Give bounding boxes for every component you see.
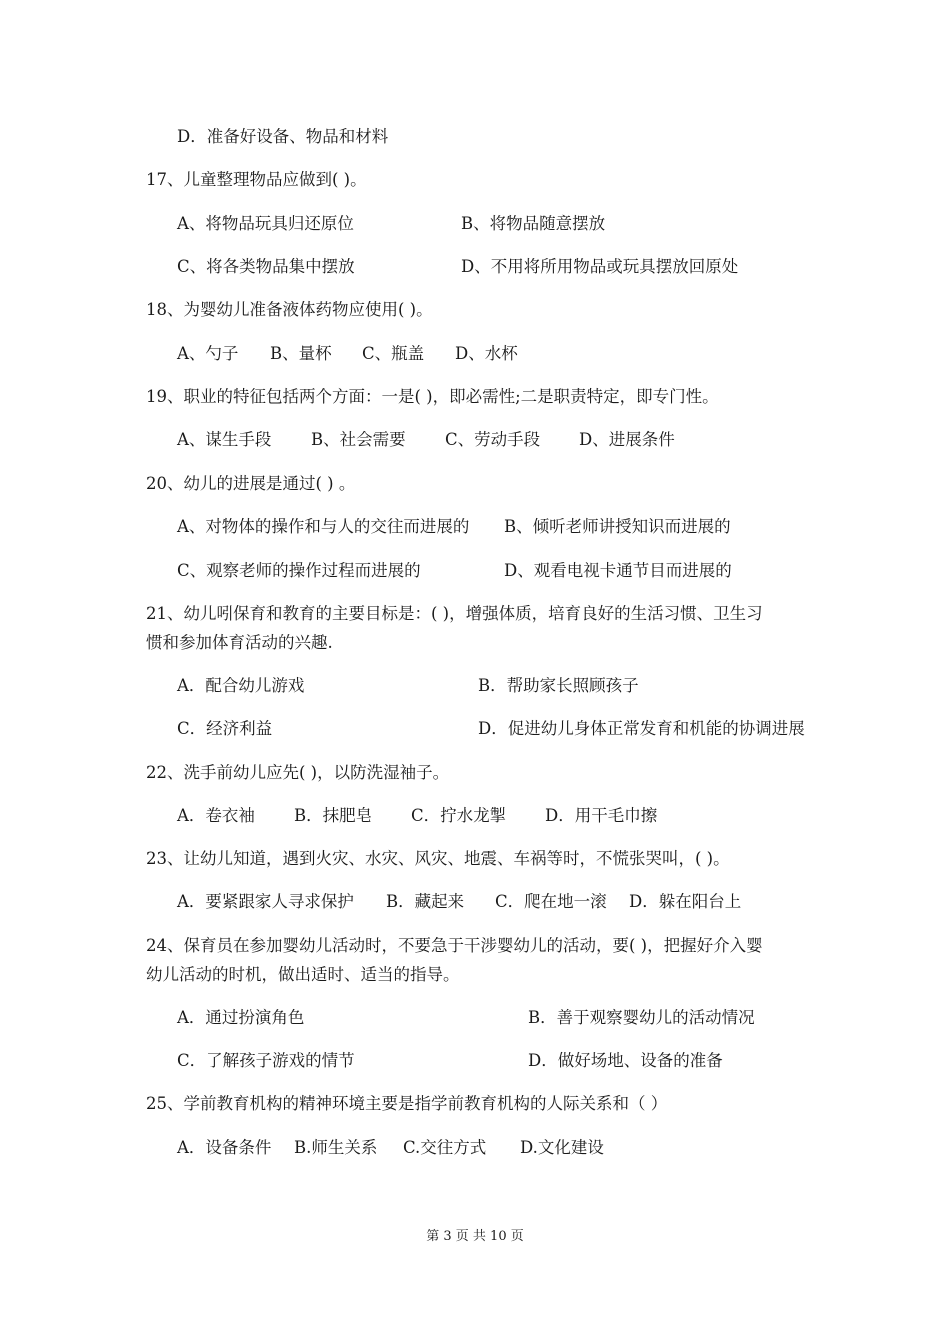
q17-stem: 17、儿童整理物品应做到( )。	[146, 170, 367, 189]
q16-option-d: D．准备好设备、物品和材料	[177, 127, 389, 146]
q24-option-c: C．了解孩子游戏的情节	[177, 1051, 355, 1070]
q25-option-d: D.文化建设	[520, 1138, 604, 1157]
q21-option-a: A．配合幼儿游戏	[177, 676, 305, 695]
q21-option-d: D．促进幼儿身体正常发育和机能的协调进展	[478, 719, 805, 738]
q20-stem: 20、幼儿的进展是通过( ) 。	[146, 474, 356, 493]
q17-option-a: A、将物品玩具归还原位	[177, 214, 354, 233]
q24-option-d: D．做好场地、设备的准备	[528, 1051, 723, 1070]
q18-option-b: B、量杯	[270, 344, 332, 363]
q19-stem: 19、职业的特征包括两个方面：一是( )，即必需性;二是职责特定，即专门性。	[146, 387, 719, 406]
q18-stem: 18、为婴幼儿准备液体药物应使用( )。	[146, 300, 433, 319]
q23-option-b: B．藏起来	[386, 892, 465, 911]
q23-option-d: D．躲在阳台上	[629, 892, 742, 911]
q25-option-a: A．设备条件	[177, 1138, 272, 1157]
q20-option-a: A、对物体的操作和与人的交往而进展的	[177, 517, 470, 536]
q21-stem-line1: 21、幼儿吲保育和教育的主要目标是：( )，增强体质，培育良好的生活习惯、卫生习	[146, 604, 763, 623]
q19-option-d: D、进展条件	[579, 430, 675, 449]
q25-stem: 25、学前教育机构的精神环境主要是指学前教育机构的人际关系和（ ）	[146, 1094, 668, 1113]
q18-option-d: D、水杯	[455, 344, 518, 363]
q18-option-c: C、瓶盖	[362, 344, 425, 363]
q19-option-a: A、谋生手段	[177, 430, 272, 449]
q22-option-b: B．抹肥皂	[294, 806, 373, 825]
q23-option-c: C．爬在地一滚	[495, 892, 607, 911]
q20-option-b: B、倾听老师讲授知识而进展的	[504, 517, 731, 536]
q23-option-a: A．要紧跟家人寻求保护	[177, 892, 354, 911]
q21-option-b: B．帮助家长照顾孩子	[478, 676, 639, 695]
q19-option-c: C、劳动手段	[445, 430, 541, 449]
q17-option-d: D、不用将所用物品或玩具摆放回原处	[461, 257, 739, 276]
q21-option-c: C．经济利益	[177, 719, 273, 738]
q21-stem-line2: 惯和参加体育活动的兴趣.	[146, 633, 333, 652]
q23-stem: 23、让幼儿知道，遇到火灾、水灾、风灾、地震、车祸等时，不慌张哭叫，( )。	[146, 849, 730, 868]
q18-option-a: A、勺子	[177, 344, 239, 363]
q22-option-d: D．用干毛巾擦	[545, 806, 658, 825]
q19-option-b: B、社会需要	[311, 430, 406, 449]
q22-option-a: A．卷衣袖	[177, 806, 255, 825]
q22-stem: 22、洗手前幼儿应先( )，以防洗湿袖子。	[146, 763, 450, 782]
q17-option-b: B、将物品随意摆放	[461, 214, 606, 233]
q24-stem-line2: 幼儿活动的时机，做出适时、适当的指导。	[146, 965, 460, 984]
q17-option-c: C、将各类物品集中摆放	[177, 257, 355, 276]
q24-stem-line1: 24、保育员在参加婴幼儿活动时，不要急于干涉婴幼儿的活动，要( )，把握好介入婴	[146, 936, 763, 955]
q25-option-c: C.交往方式	[403, 1138, 487, 1157]
q22-option-c: C．拧水龙掣	[411, 806, 507, 825]
q25-option-b: B.师生关系	[294, 1138, 378, 1157]
q24-option-b: B．善于观察婴幼儿的活动情况	[528, 1008, 755, 1027]
q20-option-d: D、观看电视卡通节目而进展的	[504, 561, 732, 580]
q24-option-a: A．通过扮演角色	[177, 1008, 305, 1027]
page-number-footer: 第 3 页 共 10 页	[426, 1229, 524, 1244]
q20-option-c: C、观察老师的操作过程而进展的	[177, 561, 421, 580]
